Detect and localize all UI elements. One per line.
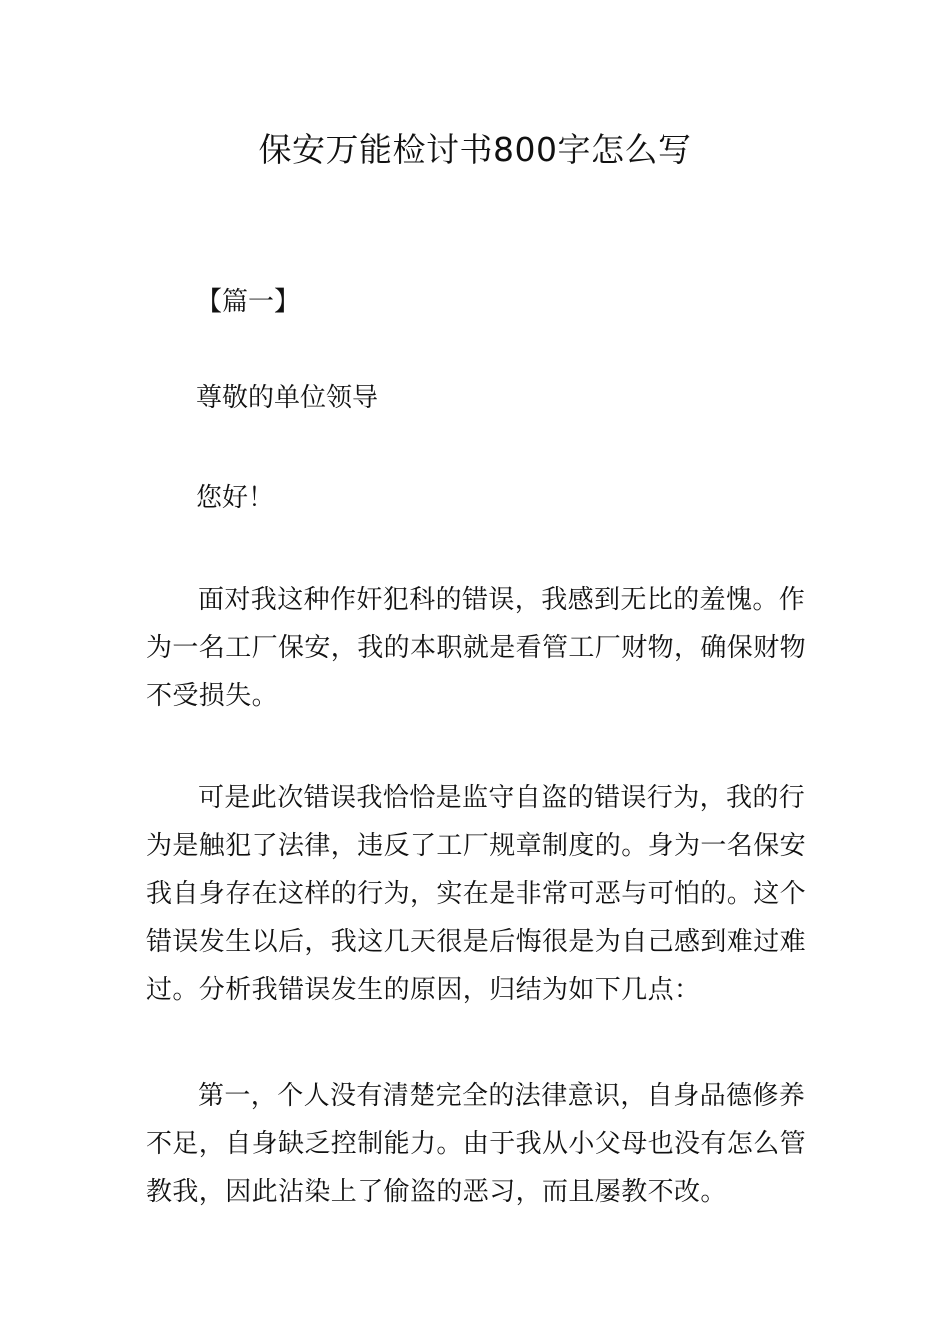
- greeting: 您好！: [196, 483, 275, 513]
- salutation: 尊敬的单位领导: [196, 383, 379, 413]
- paragraph-2: 可是此次错误我恰恰是监守自盗的错误行为，我的行为是触犯了法律，违反了工厂规章制度的。身为一名保安我自身存在这样的行为，实在是非常可恶与可怕的。这个错误发生以后，我这几天很是后悔很是为自己感到难过难过。分析我错误发生的原因，归结为如下几点：: [146, 783, 807, 1005]
- paragraph-3: 第一，个人没有清楚完全的法律意识，自身品德修养不足，自身缺乏控制能力。由于我从小父母也没有怎么管教我，因此沾染上了偷盗的恶习，而且屡教不改。: [146, 1081, 807, 1207]
- paragraph-1: 面对我这种作奸犯科的错误，我感到无比的羞愧。作为一名工厂保安，我的本职就是看管工厂财物，确保财物不受损失。: [146, 585, 807, 711]
- section-label: 【篇一】: [196, 287, 301, 317]
- document-title: 保安万能检讨书800字怎么写: [258, 130, 692, 169]
